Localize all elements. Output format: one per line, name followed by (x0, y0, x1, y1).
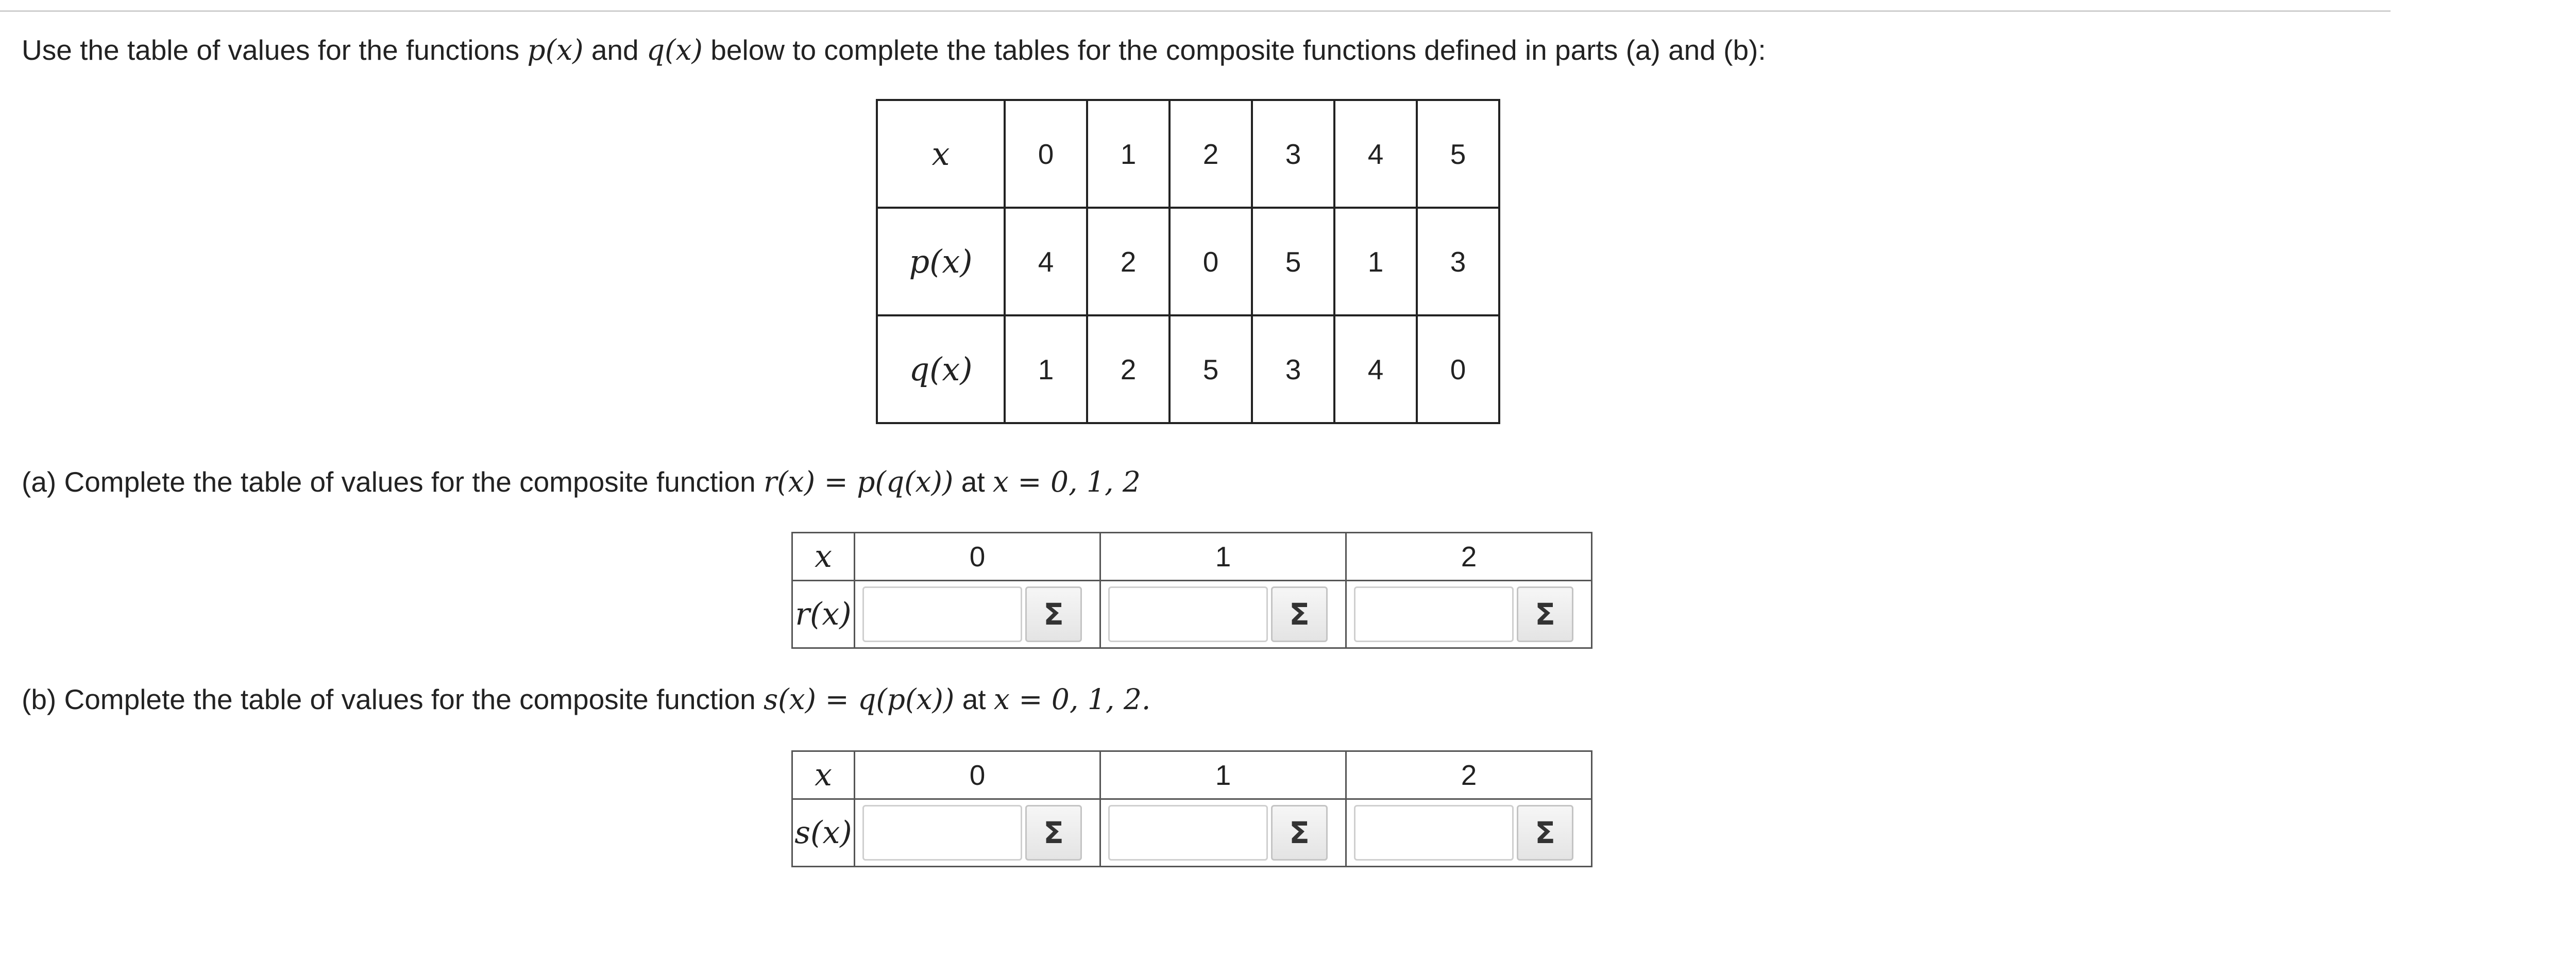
part-b-header-row (792, 751, 1592, 799)
part-a-row-label: r(x) (792, 581, 855, 648)
part-b-col-2: 2 (1346, 751, 1592, 799)
part-b-input-row (792, 799, 1592, 867)
part-b-cell-0 (855, 799, 1100, 867)
s-of-2-input[interactable] (1354, 805, 1514, 861)
part-a-cell-1 (1100, 581, 1346, 648)
part-a-table (791, 532, 1592, 649)
p-value: 1 (1334, 208, 1417, 315)
part-b-cell-1 (1100, 799, 1346, 867)
p-value: 0 (1170, 208, 1252, 315)
q-value: 4 (1334, 315, 1417, 423)
q-value: 3 (1252, 315, 1334, 423)
part-a-header-row (792, 533, 1592, 581)
part-a-formula: r(x) = p(q(x)) (763, 465, 954, 498)
p-value: 4 (1005, 208, 1087, 315)
intro-part-2: and (583, 34, 647, 66)
p-header: p(x) (877, 208, 1005, 315)
intro-p-label: p(x) (527, 33, 584, 66)
part-a-col-2: 2 (1346, 533, 1592, 581)
s-of-2-sigma-button[interactable]: Σ (1517, 805, 1573, 861)
part-a-prompt (22, 464, 1141, 500)
part-b-points: x = 0, 1, 2. (993, 683, 1151, 716)
r-of-2-input[interactable] (1354, 586, 1514, 642)
x-value: 4 (1334, 100, 1417, 208)
p-row (877, 208, 1499, 315)
part-a-points: x = 0, 1, 2 (992, 465, 1141, 498)
intro-text (22, 32, 1766, 68)
r-of-0-input[interactable] (862, 586, 1022, 642)
part-b-text: (b) Complete the table of values for the composite function (22, 683, 764, 715)
q-value: 5 (1170, 315, 1252, 423)
values-table (876, 99, 1500, 424)
part-b-row-label: s(x) (792, 799, 855, 867)
part-a-text: (a) Complete the table of values for the composite function (22, 466, 764, 498)
s-of-1-sigma-button[interactable]: Σ (1271, 805, 1328, 861)
part-a-col-1: 1 (1100, 533, 1346, 581)
p-value: 5 (1252, 208, 1334, 315)
q-value: 1 (1005, 315, 1087, 423)
r-of-1-input[interactable] (1108, 586, 1268, 642)
part-a-cell-2 (1346, 581, 1592, 648)
part-b-col-0: 0 (855, 751, 1100, 799)
q-value: 0 (1417, 315, 1499, 423)
q-header: q(x) (877, 315, 1005, 423)
intro-part-3: below to complete the tables for the composite functions defined in parts (a) and (b): (703, 34, 1766, 66)
part-a-col-0: 0 (855, 533, 1100, 581)
part-b-x-label: x (792, 751, 855, 799)
part-b-prompt (22, 681, 1150, 717)
part-a-input-row (792, 581, 1592, 648)
p-value: 2 (1087, 208, 1170, 315)
part-b-formula: s(x) = q(p(x)) (763, 683, 955, 716)
x-value: 3 (1252, 100, 1334, 208)
part-a-x-label: x (792, 533, 855, 581)
r-of-2-sigma-button[interactable]: Σ (1517, 586, 1573, 642)
x-value: 2 (1170, 100, 1252, 208)
q-row (877, 315, 1499, 423)
s-of-0-sigma-button[interactable]: Σ (1025, 805, 1082, 861)
r-of-0-sigma-button[interactable]: Σ (1025, 586, 1082, 642)
intro-part-1: Use the table of values for the functions (22, 34, 528, 66)
part-b-col-1: 1 (1100, 751, 1346, 799)
s-of-1-input[interactable] (1108, 805, 1268, 861)
x-value: 1 (1087, 100, 1170, 208)
part-b-cell-2 (1346, 799, 1592, 867)
intro-q-label: q(x) (646, 33, 703, 66)
s-of-0-input[interactable] (862, 805, 1022, 861)
x-value: 5 (1417, 100, 1499, 208)
q-value: 2 (1087, 315, 1170, 423)
x-header: x (877, 100, 1005, 208)
part-b-at: at (954, 683, 994, 715)
p-value: 3 (1417, 208, 1499, 315)
part-b-table (791, 750, 1592, 867)
x-value: 0 (1005, 100, 1087, 208)
top-divider (0, 10, 2391, 12)
part-a-cell-0 (855, 581, 1100, 648)
r-of-1-sigma-button[interactable]: Σ (1271, 586, 1328, 642)
x-row (877, 100, 1499, 208)
part-a-at: at (953, 466, 993, 498)
